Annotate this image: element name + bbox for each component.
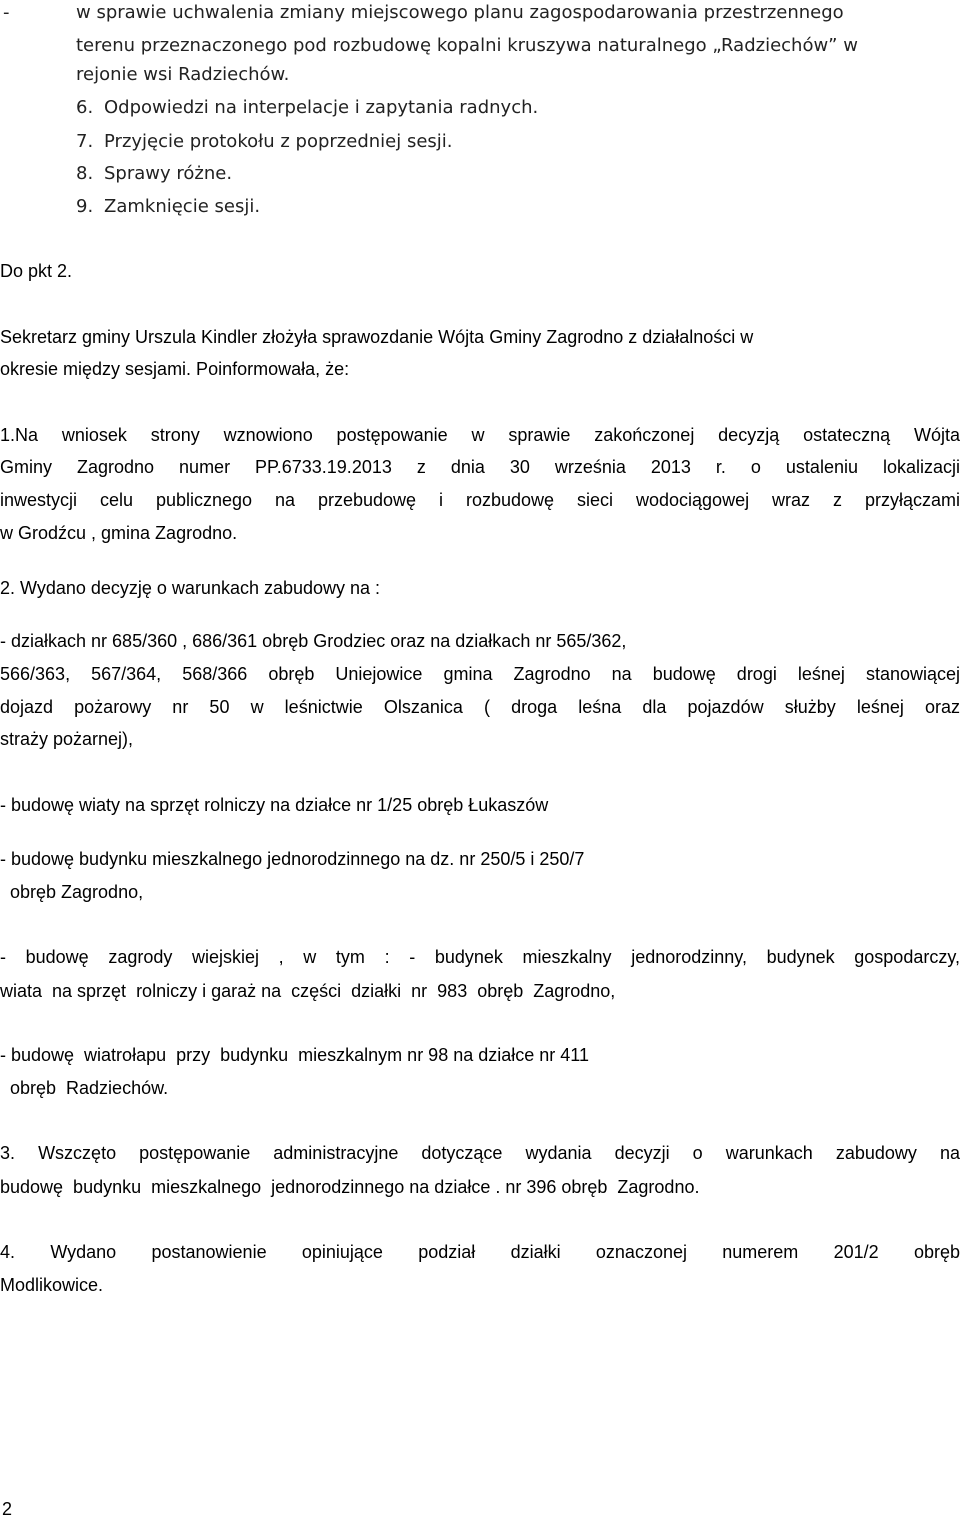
p2-c-line: - budowę budynku mieszkalnego jednorodzinnego na dz. nr 250/5 i 250/7 [0, 849, 585, 869]
p4-line: Modlikowice. [0, 1275, 104, 1295]
agenda-item-8: 8. Sprawy różne. [76, 163, 233, 184]
agenda-item-9: 9. Zamknięcie sesji. [76, 196, 261, 217]
intro-line: Sekretarz gminy Urszula Kindler złożyła sprawozdanie Wójta Gminy Zagrodno z działalności w [0, 327, 754, 347]
document-page: - w sprawie uchwalenia zmiany miejscowego planu zagospodarowania przestrzennego terenu przeznaczonego pod rozbudowę kopalni kruszywa naturalnego „Radziechów” w rejonie wsi Radziechów. 6. Odpowiedzi na interpelacje i zapytania radnych. 7. Przyjęcie protokołu z poprzedniej sesji. 8. Sprawy różne. 9. Zamknięcie sesji. Do pkt 2. Sekretarz gminy Urszula Kindler złożyła sprawozdanie Wójta Gminy Zagrodno z działalności w okresie między sesjami. Poinformowała, że: 1.Na wniosek strony wznowiono postępowanie w sprawie zakończonej decyzją ostateczną Wójta Gminy Zagrodno numer PP.6733.19.2013 z dnia 30 września 2013 r. o ustaleniu lokalizacji inwestycji celu publicznego na przebudowę i rozbudowę sieci wodociągowej wraz z przyłączami w Grodźcu , gmina Zagrodno. 2. Wydano decyzję o warunkach zabudowy na : - działkach nr 685/360 , 686/361 obręb Grodziec oraz na działkach nr 565/362, 566/363, 567/364, 568/366 obręb Uniejowice gmina Zagrodno na budowę drogi leśnej stanowiącej dojazd pożarowy nr 50 w leśnictwie Olszanica ( droga leśna dla pojazdów służby leśnej oraz straży pożarnej), - budowę wiaty na sprzęt rolniczy na działce nr 1/25 obręb Łukaszów - budowę budynku mieszkalnego jednorodzinnego na dz. nr 250/5 i 250/7 obręb Zagrodno, - budowę zagrody wiejskiej , w tym : - budynek mieszkalny jednorodzinny, budynek gospodarczy, wiata na sprzęt rolniczy i garaż na części działki nr 983 obręb Zagrodno, - budowę wiatrołapu przy budynku mieszkalnym nr 98 na działce nr 411 obręb Radziechów. 3. Wszczęto postępowanie administracyjne dotyczące wydania decyzji o warunkach zabudowy na budowę budynku mieszkalnego jednorodzinnego na działce . nr 396 obręb Zagrodno. 4. Wydano postanowienie opiniujące podział działki oznaczonej numerem 201/2 obręb Modlikowice. 2 [0, 2, 960, 1519]
p2-heading: 2. Wydano decyzję o warunkach zabudowy na : [0, 578, 381, 598]
agenda-text-line: terenu przeznaczonego pod rozbudowę kopalni kruszywa naturalnego „Radziechów” w [76, 35, 858, 56]
p3-line: budowę budynku mieszkalnego jednorodzinnego na działce . nr 396 obręb Zagrodno. [0, 1177, 700, 1197]
p2-d-line: - budowę zagrody wiejskiej , w tym : - budynek mieszkalny jednorodzinny, budynek gospodarczy, [0, 947, 960, 967]
p2-a-line: dojazd pożarowy nr 50 w leśnictwie Olszanica ( droga leśna dla pojazdów służby leśnej oraz [0, 697, 960, 717]
p2-a-line: straży pożarnej), [0, 729, 134, 749]
p3-line: 3. Wszczęto postępowanie administracyjne dotyczące wydania decyzji o warunkach zabudowy na [0, 1143, 960, 1163]
p4-line: 4. Wydano postanowienie opiniujące podział działki oznaczonej numerem 201/2 obręb [0, 1242, 960, 1262]
p2-b-line: - budowę wiaty na sprzęt rolniczy na działce nr 1/25 obręb Łukaszów [0, 795, 549, 815]
p2-e-line: - budowę wiatrołapu przy budynku mieszkalnym nr 98 na działce nr 411 [0, 1045, 589, 1065]
dash-bullet: - [3, 2, 10, 23]
agenda-item-6: 6. Odpowiedzi na interpelacje i zapytania radnych. [76, 97, 539, 118]
p2-c-line: obręb Zagrodno, [0, 882, 144, 902]
p1-line: w Grodźcu , gmina Zagrodno. [0, 523, 238, 543]
agenda-item-7: 7. Przyjęcie protokołu z poprzedniej sesji. [76, 131, 453, 152]
section-heading: Do pkt 2. [0, 261, 73, 281]
agenda-text-line: rejonie wsi Radziechów. [76, 64, 290, 85]
intro-line: okresie między sesjami. Poinformowała, że: [0, 359, 350, 379]
p2-a-line: 566/363, 567/364, 568/366 obręb Uniejowice gmina Zagrodno na budowę drogi leśnej stanowiącej [0, 664, 960, 684]
p2-e-line: obręb Radziechów. [0, 1078, 169, 1098]
p1-line: inwestycji celu publicznego na przebudowę i rozbudowę sieci wodociągowej wraz z przyłączami [0, 490, 960, 510]
p2-d-line: wiata na sprzęt rolniczy i garaż na części działki nr 983 obręb Zagrodno, [0, 981, 616, 1001]
p2-a-line: - działkach nr 685/360 , 686/361 obręb Grodziec oraz na działkach nr 565/362, [0, 631, 627, 651]
p1-line: Gminy Zagrodno numer PP.6733.19.2013 z dnia 30 września 2013 r. o ustaleniu lokalizacji [0, 457, 960, 477]
page-number: 2 [2, 1499, 13, 1519]
p1-line: 1.Na wniosek strony wznowiono postępowanie w sprawie zakończonej decyzją ostateczną Wójta [0, 425, 960, 445]
